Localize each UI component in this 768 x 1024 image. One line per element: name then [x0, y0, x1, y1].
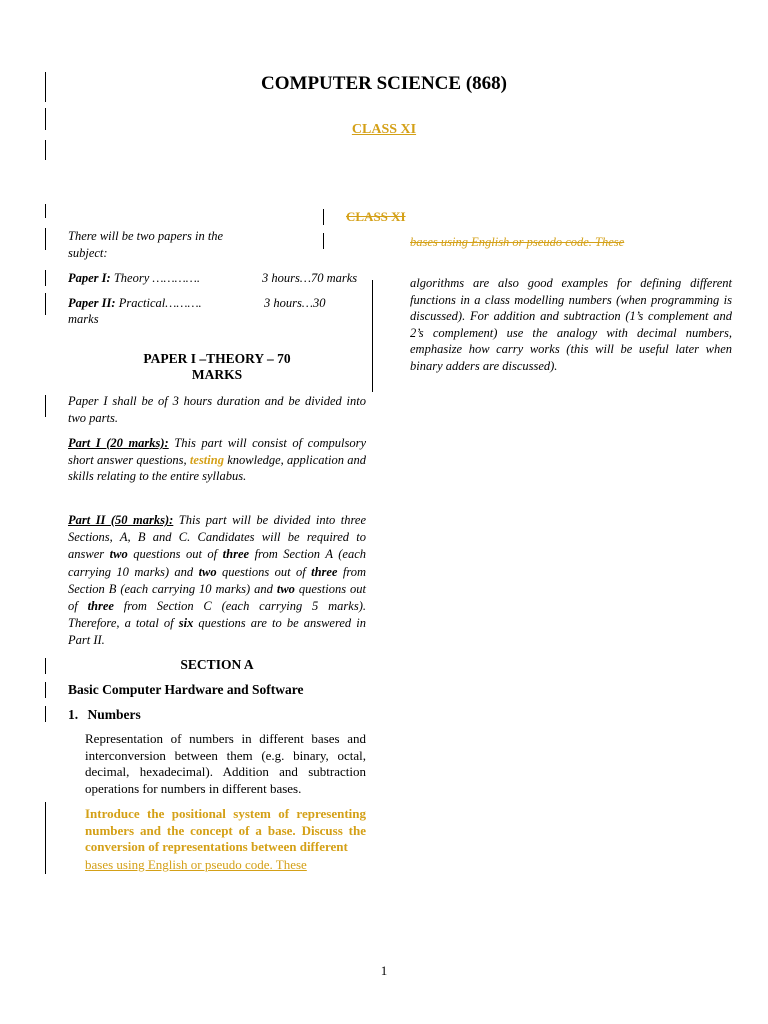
document-title: COMPUTER SCIENCE (868): [261, 73, 507, 94]
part2-bold: three: [311, 564, 338, 579]
part2-label: Part II (50 marks):: [68, 513, 174, 527]
theory-duration: Paper I shall be of 3 hours duration and be divided into two parts.: [68, 394, 366, 425]
theory-heading: [68, 351, 366, 383]
class-heading: CLASS XI: [351, 122, 417, 137]
paper2-line: [68, 295, 368, 312]
numbers-highlight: Introduce the positional system of representing numbers and the concept of a base. Discuss the conversion of representations between different: [85, 806, 366, 854]
section-a-subheading: Basic Computer Hardware and Software: [68, 682, 304, 697]
part2-text: from Section B (each carrying 10 marks) and: [68, 564, 367, 596]
item-title: Numbers: [87, 707, 141, 722]
change-bar: [372, 280, 373, 392]
paper2-label: Paper II:: [68, 296, 116, 310]
testing-highlight: testing: [189, 452, 224, 467]
change-bar: [45, 204, 46, 218]
paper2-time: 3 hours…30: [264, 296, 326, 310]
numbers-underlined: bases using English or pseudo code. These: [85, 857, 307, 872]
paper1-text: Theory ………….: [110, 271, 200, 285]
part2-text: from Section C (each carrying 5 marks). Therefore, a total of: [68, 599, 366, 631]
part2-bold: six: [178, 616, 194, 631]
change-bar: [45, 270, 46, 286]
item-number: 1.: [68, 707, 79, 722]
change-bar: [45, 658, 46, 674]
part2-bold: three: [87, 599, 114, 614]
part2-paragraph: [68, 512, 366, 650]
change-bar: [45, 706, 46, 722]
part2-bold: two: [198, 564, 217, 579]
page-number: 1: [380, 963, 388, 978]
numbers-body: Representation of numbers in different bases and interconversion between them (e.g. binary, octal, decimal, hexadecimal). Addition and subtraction operations for numbers in different bases.: [85, 731, 366, 796]
part2-text: questions out of: [68, 581, 366, 614]
part1-label: Part I (20 marks):: [68, 436, 169, 450]
change-bar: [45, 802, 46, 874]
theory-heading-line2: MARKS: [191, 367, 243, 382]
change-bar: [45, 682, 46, 698]
theory-heading-line1: PAPER I –THEORY – 70: [143, 351, 291, 366]
part1-text: This part will consist of compulsory short answer questions,: [68, 436, 366, 467]
change-bar: [45, 395, 46, 417]
part2-bold: two: [109, 547, 128, 562]
paper2-text: Practical……….: [115, 296, 202, 310]
part2-text: questions out of: [127, 547, 223, 562]
part2-bold: two: [276, 581, 295, 596]
change-bar: [45, 140, 46, 160]
part1-text-cont: knowledge, application and skills relating to the entire syllabus.: [68, 452, 366, 483]
change-bar: [45, 228, 46, 250]
paper1-line: [68, 270, 368, 287]
part2-text: questions out of: [216, 564, 312, 579]
part2-text: questions are to be answered in Part II.: [68, 616, 366, 648]
change-bar: [323, 233, 324, 249]
deleted-text: bases using English or pseudo code. These: [410, 235, 625, 249]
section-a-heading: SECTION A: [180, 657, 254, 672]
paper1-time: 3 hours…70 marks: [262, 271, 358, 285]
change-bar: [45, 293, 46, 315]
paper2-marks: marks: [68, 312, 99, 326]
part1-paragraph: [68, 435, 366, 485]
algorithms-paragraph: algorithms are also good examples for defining different functions in a class modelling numbers (when programming is discussed). For addition and subtraction (1’s complement and 2’s complement) use the analogy with decimal numbers, emphasize how carry works (this will be useful later when binary adders are discussed).: [410, 276, 732, 373]
numbers-item: [68, 707, 141, 723]
paper1-label: Paper I:: [68, 271, 111, 285]
part2-text: from Section A (each carrying 10 marks) and: [68, 547, 366, 579]
two-papers-text: There will be two papers in the subject:: [68, 229, 224, 260]
part2-bold: three: [222, 547, 250, 562]
change-bar: [323, 209, 324, 225]
part2-text: This part will be divided into three Sections, A, B and C. Candidates will be required to answer: [68, 513, 366, 562]
class-heading-deleted: CLASS XI: [346, 209, 406, 224]
